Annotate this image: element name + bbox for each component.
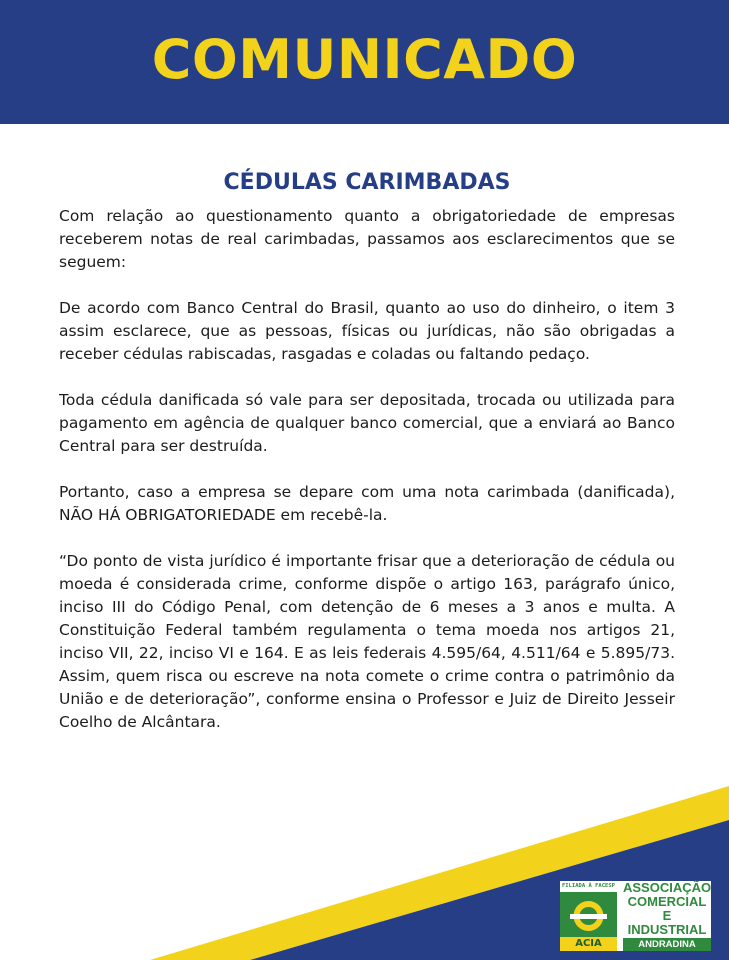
paragraph-juridico-quote: “Do ponto de vista jurídico é importante frisar que a deterioração de cédula ou moeda é considerada crime, conforme dispõe o artigo 163, parágrafo único, inciso III do Código Penal, com detenção de 6 meses a 3 anos e multa. A Constituição Federal também regulamenta o tema moeda nos artigos 21, inciso VII, 22, inciso VI e 164. E as leis federais 4.595/64, 4.511/64 e 5.895/73. Assim, quem risca ou escreve na nota comete o crime contra o patrimônio da União e de deterioração”, conforme ensina o Professor e Juiz de Direito Jesseir Coelho de Alcântara.	[59, 552, 675, 731]
acia-logo-mark	[560, 881, 617, 951]
paragraph-cedula-danificada: Toda cédula danificada só vale para ser depositada, trocada ou utilizada para pagamento em agência de qualquer banco comercial, que a enviará ao Banco Central para ser destruída.	[59, 391, 675, 455]
logo-name-line-2: COMERCIAL E	[627, 894, 707, 923]
paragraph-portanto: Portanto, caso a empresa se depare com uma nota carimbada (danificada), NÃO HÁ OBRIGATORIEDADE em recebê-la.	[59, 483, 675, 524]
logo-city: ANDRADINA	[623, 938, 711, 951]
logo-acronym: ACIA	[560, 937, 617, 951]
paragraph-intro: Com relação ao questionamento quanto a obrigatoriedade de empresas receberem notas de real carimbadas, passamos aos esclarecimentos que se seguem:	[59, 207, 675, 271]
acia-logo	[560, 881, 711, 951]
logo-name-line-3: INDUSTRIAL	[627, 922, 707, 937]
document-title: CÉDULAS CARIMBADAS	[223, 170, 511, 195]
logo-name-line-1: ASSOCIAÇÃO	[623, 880, 712, 895]
paragraph-banco-central: De acordo com Banco Central do Brasil, quanto ao uso do dinheiro, o item 3 assim esclarece, que as pessoas, físicas ou jurídicas, não são obrigadas a receber cédulas rabiscadas, rasgadas e coladas ou faltando pedaço.	[59, 299, 675, 363]
header-title: COMUNICADO	[151, 27, 578, 91]
logo-affiliation: FILIADA À FACESP	[560, 881, 617, 892]
